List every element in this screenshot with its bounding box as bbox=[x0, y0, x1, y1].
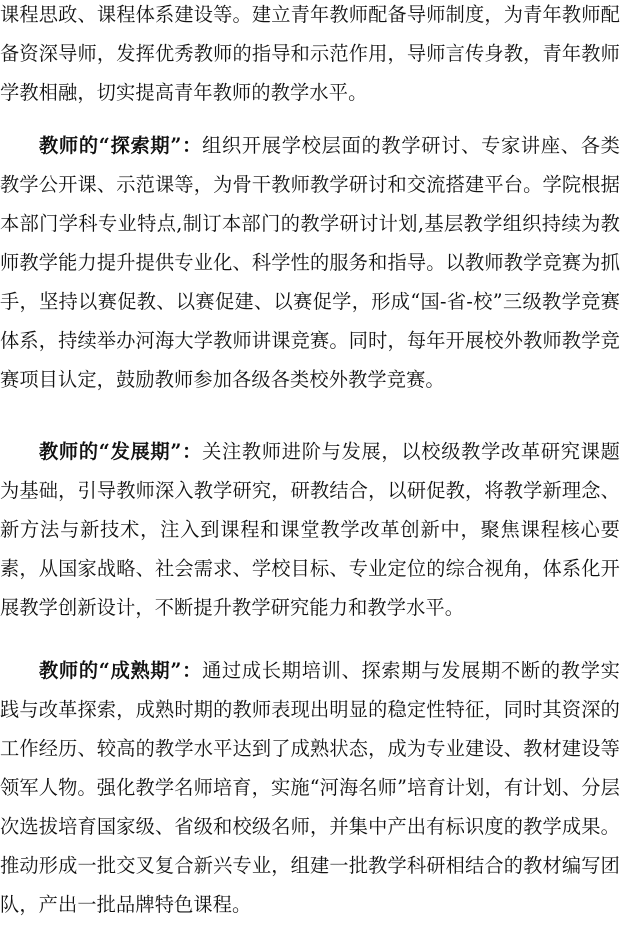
paragraph-heading: 教师的“成熟期”： bbox=[39, 659, 203, 682]
paragraph-text: 通过成长期培训、探索期与发展期不断的教学实践与改革探索，成熟时期的教师表现出明显的稳定性特征，同时其资深的工作经历、较高的教学水平达到了成熟状态，成为专业建设、教材建设等领军人物。强化教学名师培育，实施“河海名师”培育计划，有计划、分层次选拔培育国家级、省级和校级名师，并集中产出有标识度的教学成果。推动形成一批交叉复合新兴专业，组建一批教学科研相结合的教材编写团队，产出一批品牌特色课程。 bbox=[0, 659, 620, 916]
paragraph-heading: 教师的“探索期”： bbox=[39, 134, 203, 157]
paragraph-text: 关注教师进阶与发展，以校级教学改革研究课题为基础，引导教师深入教学研究，研教结合，以研促教，将教学新理念、新方法与新技术，注入到课程和课堂教学改革创新中，聚焦课程核心要素，从国家战略、社会需求、学校目标、专业定位的综合视角，体系化开展教学创新设计，不断提升教学研究能力和教学水平。 bbox=[0, 440, 620, 619]
paragraph-mentor-system bbox=[0, 0, 620, 112]
paragraph-exploration-stage bbox=[0, 126, 620, 399]
paragraph-text: 课程思政、课程体系建设等。建立青年教师配备导师制度，为青年教师配备资深导师，发挥优秀教师的指导和示范作用，导师言传身教，青年教师学教相融，切实提高青年教师的教学水平。 bbox=[0, 3, 620, 104]
paragraph-heading: 教师的“发展期”： bbox=[39, 440, 203, 463]
paragraph-maturity-stage bbox=[0, 651, 620, 924]
paragraph-development-stage bbox=[0, 432, 620, 627]
paragraph-text: 组织开展学校层面的教学研讨、专家讲座、各类教学公开课、示范课等，为骨干教师教学研讨和交流搭建平台。学院根据本部门学科专业特点,制订本部门的教学研讨计划,基层教学组织持续为教师教学能力提升提供专业化、科学性的服务和指导。以教师教学竞赛为抓手，坚持以赛促教、以赛促建、以赛促学，形成“国-省-校”三级教学竞赛体系，持续举办河海大学教师讲课竞赛。同时，每年开展校外教师教学竞赛项目认定，鼓励教师参加各级各类校外教学竞赛。 bbox=[0, 134, 620, 391]
